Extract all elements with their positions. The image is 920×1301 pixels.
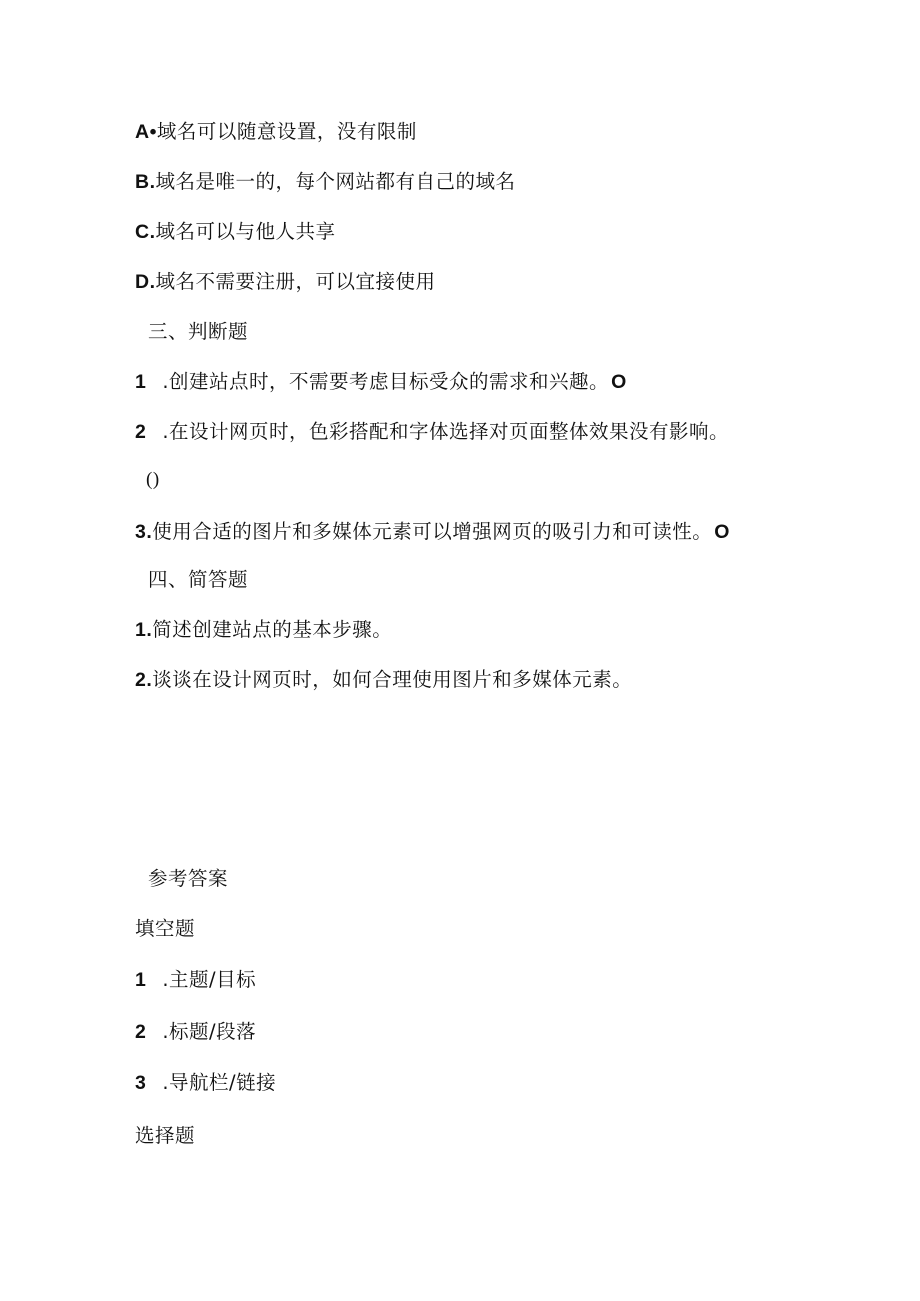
- option-marker: C.: [135, 221, 156, 243]
- fill-answer-1: [135, 967, 256, 993]
- short-answer-item-2: [135, 667, 632, 693]
- option-text: 域名不需要注册，可以宜接使用: [155, 270, 436, 293]
- option-marker: B.: [135, 171, 156, 193]
- item-text: 简述创建站点的基本步骤。: [152, 618, 393, 641]
- item-text: 使用合适的图片和多媒体元素可以增强网页的吸引力和可读性。: [152, 520, 713, 543]
- item-number: 1: [135, 969, 147, 991]
- item-number: 2: [135, 421, 147, 443]
- answer-parentheses: (): [146, 469, 160, 490]
- item-number: 1: [135, 371, 147, 393]
- option-text: 域名是唯一的，每个网站都有自己的域名: [155, 170, 516, 193]
- option-c: [135, 219, 336, 245]
- option-d: [135, 269, 436, 295]
- item-number: 3: [135, 1072, 147, 1094]
- option-marker: A•: [135, 121, 157, 143]
- item-number: 1.: [135, 619, 153, 641]
- judgement-item-2: [135, 419, 729, 445]
- item-number: 3.: [135, 521, 153, 543]
- item-text: .标题/段落: [162, 1020, 257, 1043]
- section-heading-short-answer: 四、简答题: [148, 568, 249, 591]
- item-text: .在设计网页时，色彩搭配和字体选择对页面整体效果没有影响。: [162, 420, 730, 443]
- option-a: [135, 119, 417, 145]
- answers-choice-heading: 选择题: [135, 1124, 196, 1147]
- answer-blank-marker: O: [714, 521, 730, 543]
- section-heading-judgement: 三、判断题: [148, 320, 249, 343]
- item-text: .主题/目标: [162, 968, 257, 991]
- judgement-item-1: [135, 369, 627, 395]
- option-text: 域名可以与他人共享: [155, 220, 336, 243]
- answers-fill-heading: 填空题: [135, 917, 196, 940]
- item-text: 谈谈在设计网页时，如何合理使用图片和多媒体元素。: [152, 668, 633, 691]
- option-marker: D.: [135, 271, 156, 293]
- item-number: 2.: [135, 669, 153, 691]
- option-b: [135, 169, 516, 195]
- judgement-item-3: [135, 519, 730, 545]
- fill-answer-3: [135, 1070, 276, 1096]
- option-text: 域名可以随意设置，没有限制: [156, 120, 417, 143]
- item-text: .创建站点时，不需要考虑目标受众的需求和兴趣。: [162, 370, 610, 393]
- fill-answer-2: [135, 1019, 256, 1045]
- item-text: .导航栏/链接: [162, 1071, 277, 1094]
- answers-title: 参考答案: [148, 867, 229, 890]
- short-answer-item-1: [135, 617, 392, 643]
- answer-blank-marker: O: [611, 371, 627, 393]
- item-number: 2: [135, 1021, 147, 1043]
